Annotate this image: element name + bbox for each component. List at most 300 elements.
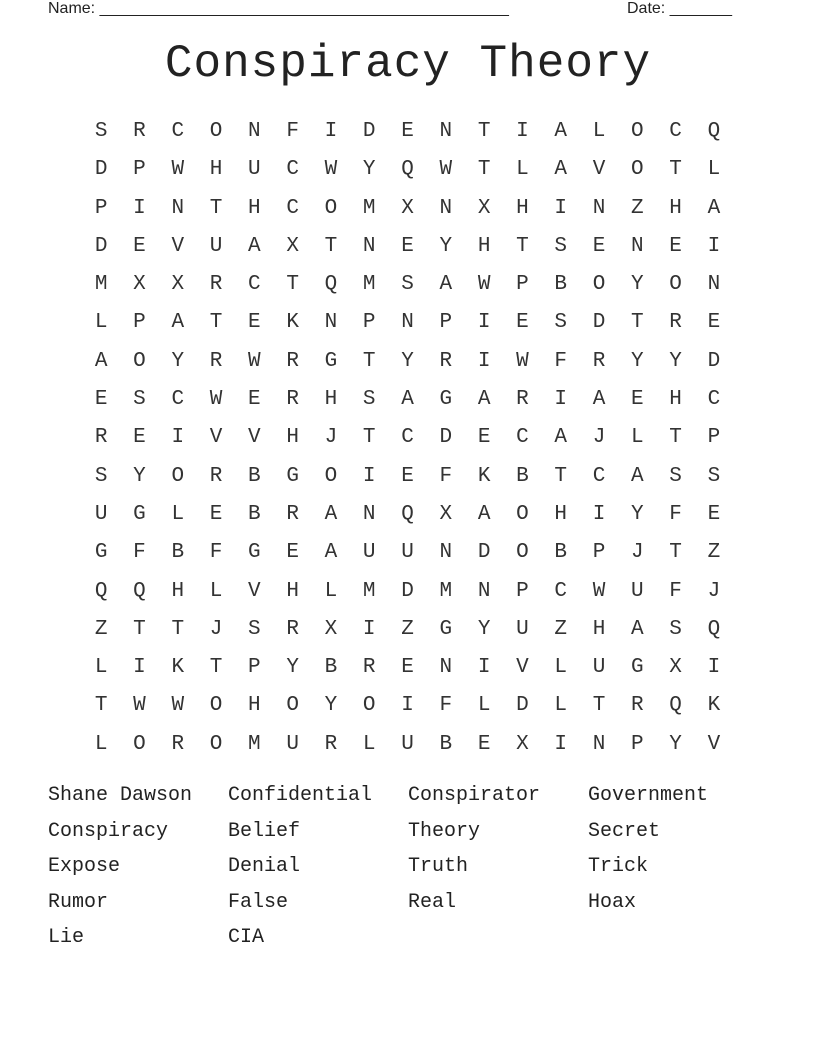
- grid-letter[interactable]: T: [631, 311, 644, 335]
- grid-letter[interactable]: S: [669, 617, 682, 641]
- grid-letter[interactable]: R: [209, 464, 223, 488]
- grid-letter[interactable]: B: [554, 541, 568, 565]
- grid-letter[interactable]: T: [477, 120, 491, 143]
- grid-row: [82, 151, 734, 189]
- grid-letter[interactable]: Y: [631, 502, 644, 526]
- grid-letter[interactable]: L: [592, 120, 606, 143]
- grid-letter[interactable]: A: [477, 502, 491, 526]
- grid-letter[interactable]: D: [516, 694, 529, 718]
- grid-letter[interactable]: R: [592, 349, 606, 373]
- grid-letter[interactable]: W: [516, 349, 529, 373]
- grid-letter[interactable]: Z: [401, 617, 414, 641]
- grid-letter[interactable]: O: [516, 502, 529, 526]
- grid-letter[interactable]: Z: [707, 541, 721, 565]
- grid-letter[interactable]: I: [477, 311, 491, 335]
- grid-letter[interactable]: Y: [362, 158, 376, 182]
- grid-letter[interactable]: M: [362, 579, 376, 603]
- grid-letter[interactable]: A: [324, 541, 338, 565]
- grid-letter[interactable]: X: [401, 196, 414, 220]
- grid-letter[interactable]: E: [286, 541, 299, 565]
- grid-letter[interactable]: N: [439, 196, 453, 220]
- grid-row: [82, 458, 734, 496]
- grid-letter[interactable]: R: [516, 388, 529, 412]
- grid-letter[interactable]: E: [631, 388, 644, 412]
- grid-letter[interactable]: I: [324, 120, 338, 143]
- grid-letter[interactable]: G: [133, 502, 146, 526]
- grid-letter[interactable]: M: [94, 273, 108, 297]
- grid-letter[interactable]: A: [324, 502, 338, 526]
- grid-letter[interactable]: U: [401, 541, 414, 565]
- grid-letter[interactable]: U: [248, 158, 261, 182]
- grid-letter[interactable]: L: [94, 656, 108, 680]
- grid-letter[interactable]: R: [439, 349, 453, 373]
- grid-letter[interactable]: B: [248, 502, 261, 526]
- grid-letter[interactable]: Q: [401, 158, 414, 182]
- grid-letter[interactable]: E: [477, 426, 491, 450]
- grid-letter[interactable]: Z: [554, 617, 568, 641]
- grid-letter[interactable]: S: [133, 388, 146, 412]
- grid-letter[interactable]: H: [286, 579, 299, 603]
- grid-letter[interactable]: N: [171, 196, 185, 220]
- grid-letter[interactable]: E: [401, 656, 414, 680]
- grid-letter[interactable]: W: [439, 158, 453, 182]
- grid-letter[interactable]: D: [94, 234, 108, 258]
- grid-letter[interactable]: Q: [401, 502, 414, 526]
- grid-letter[interactable]: A: [171, 311, 185, 335]
- grid-letter[interactable]: D: [362, 120, 376, 143]
- grid-letter[interactable]: C: [171, 120, 185, 143]
- grid-letter[interactable]: N: [439, 656, 453, 680]
- grid-letter[interactable]: C: [401, 426, 414, 450]
- grid-letter[interactable]: H: [669, 196, 682, 220]
- grid-letter[interactable]: O: [171, 464, 185, 488]
- grid-letter[interactable]: M: [439, 579, 453, 603]
- grid-letter[interactable]: S: [362, 388, 376, 412]
- grid-letter[interactable]: U: [94, 502, 108, 526]
- grid-letter[interactable]: O: [324, 196, 338, 220]
- grid-letter[interactable]: S: [248, 617, 261, 641]
- grid-letter[interactable]: M: [248, 732, 261, 756]
- grid-letter[interactable]: T: [669, 158, 682, 182]
- grid-letter[interactable]: Z: [94, 617, 108, 641]
- grid-letter[interactable]: R: [362, 656, 376, 680]
- grid-letter[interactable]: T: [324, 234, 338, 258]
- grid-letter[interactable]: R: [324, 732, 338, 756]
- grid-letter[interactable]: R: [669, 311, 682, 335]
- grid-letter[interactable]: R: [133, 120, 146, 143]
- grid-letter[interactable]: F: [669, 502, 682, 526]
- grid-letter[interactable]: T: [209, 656, 223, 680]
- grid-letter[interactable]: L: [94, 732, 108, 756]
- grid-letter[interactable]: P: [592, 541, 606, 565]
- grid-letter[interactable]: P: [439, 311, 453, 335]
- word-bank-item: Truth: [408, 855, 469, 878]
- grid-letter[interactable]: F: [133, 541, 146, 565]
- grid-letter[interactable]: X: [286, 234, 299, 258]
- grid-letter[interactable]: S: [554, 311, 568, 335]
- grid-letter[interactable]: D: [439, 426, 453, 450]
- grid-letter[interactable]: H: [171, 579, 185, 603]
- grid-letter[interactable]: A: [631, 464, 644, 488]
- grid-letter[interactable]: Q: [707, 120, 721, 143]
- grid-letter[interactable]: U: [286, 732, 299, 756]
- grid-letter[interactable]: A: [707, 196, 721, 220]
- grid-letter[interactable]: I: [554, 732, 568, 756]
- grid-letter[interactable]: X: [133, 273, 146, 297]
- grid-letter[interactable]: B: [439, 732, 453, 756]
- grid-letter[interactable]: C: [286, 158, 299, 182]
- grid-letter[interactable]: B: [171, 541, 185, 565]
- grid-letter[interactable]: V: [209, 426, 223, 450]
- grid-letter[interactable]: L: [707, 158, 721, 182]
- grid-letter[interactable]: B: [554, 273, 568, 297]
- grid-letter[interactable]: Y: [401, 349, 414, 373]
- grid-letter[interactable]: D: [477, 541, 491, 565]
- grid-letter[interactable]: X: [171, 273, 185, 297]
- grid-letter[interactable]: P: [362, 311, 376, 335]
- grid-letter[interactable]: C: [554, 579, 568, 603]
- grid-letter[interactable]: O: [324, 464, 338, 488]
- grid-letter[interactable]: R: [286, 502, 299, 526]
- grid-letter[interactable]: R: [286, 617, 299, 641]
- grid-letter[interactable]: E: [707, 311, 721, 335]
- grid-letter[interactable]: N: [401, 311, 414, 335]
- grid-letter[interactable]: U: [209, 234, 223, 258]
- grid-letter[interactable]: P: [248, 656, 261, 680]
- grid-letter[interactable]: T: [516, 234, 529, 258]
- grid-letter[interactable]: F: [439, 464, 453, 488]
- grid-letter[interactable]: O: [209, 732, 223, 756]
- grid-letter[interactable]: L: [94, 311, 108, 335]
- word-bank: [48, 782, 768, 960]
- grid-letter[interactable]: P: [516, 273, 529, 297]
- grid-letter[interactable]: T: [669, 426, 682, 450]
- grid-letter[interactable]: W: [324, 158, 338, 182]
- grid-letter[interactable]: I: [133, 656, 146, 680]
- grid-letter[interactable]: I: [401, 694, 414, 718]
- grid-letter[interactable]: I: [554, 196, 568, 220]
- word-bank-item: Hoax: [588, 890, 637, 914]
- grid-letter[interactable]: T: [171, 617, 185, 641]
- grid-letter[interactable]: O: [362, 694, 376, 718]
- grid-letter[interactable]: F: [286, 120, 299, 143]
- grid-letter[interactable]: E: [516, 311, 529, 335]
- word-bank-item: Government: [588, 784, 709, 807]
- grid-letter[interactable]: X: [324, 617, 338, 641]
- grid-letter[interactable]: Y: [439, 234, 453, 258]
- word-bank-item: CIA: [228, 926, 265, 949]
- grid-letter[interactable]: E: [477, 732, 491, 756]
- grid-letter[interactable]: B: [516, 464, 529, 488]
- grid-letter[interactable]: S: [669, 464, 682, 488]
- grid-letter[interactable]: I: [362, 617, 376, 641]
- grid-letter[interactable]: I: [707, 234, 721, 258]
- grid-letter[interactable]: S: [554, 234, 568, 258]
- grid-letter[interactable]: C: [248, 273, 261, 297]
- grid-letter[interactable]: S: [94, 120, 108, 143]
- grid-letter[interactable]: H: [286, 426, 299, 450]
- grid-letter[interactable]: A: [439, 273, 453, 297]
- grid-letter[interactable]: E: [401, 120, 414, 143]
- grid-letter[interactable]: D: [592, 311, 606, 335]
- grid-letter[interactable]: B: [324, 656, 338, 680]
- grid-letter[interactable]: T: [362, 426, 376, 450]
- grid-letter[interactable]: R: [209, 349, 223, 373]
- grid-letter[interactable]: N: [707, 273, 721, 297]
- grid-letter[interactable]: Y: [324, 694, 338, 718]
- grid-letter[interactable]: J: [707, 579, 721, 603]
- grid-letter[interactable]: N: [631, 234, 644, 258]
- grid-letter[interactable]: S: [401, 273, 414, 297]
- grid-letter[interactable]: V: [707, 732, 721, 756]
- grid-letter[interactable]: T: [209, 311, 223, 335]
- grid-letter[interactable]: V: [248, 426, 261, 450]
- grid-letter[interactable]: O: [631, 120, 644, 143]
- grid-letter[interactable]: H: [516, 196, 529, 220]
- grid-letter[interactable]: C: [669, 120, 682, 143]
- grid-letter[interactable]: G: [439, 617, 453, 641]
- grid-letter[interactable]: C: [516, 426, 529, 450]
- grid-letter[interactable]: Y: [286, 656, 299, 680]
- grid-letter[interactable]: U: [592, 656, 606, 680]
- grid-letter[interactable]: P: [133, 158, 146, 182]
- grid-letter[interactable]: I: [133, 196, 146, 220]
- grid-letter[interactable]: H: [592, 617, 606, 641]
- grid-letter[interactable]: K: [286, 311, 299, 335]
- grid-letter[interactable]: C: [592, 464, 606, 488]
- grid-letter[interactable]: E: [669, 234, 682, 258]
- grid-letter[interactable]: X: [477, 196, 491, 220]
- grid-letter[interactable]: N: [439, 541, 453, 565]
- grid-letter[interactable]: R: [209, 273, 223, 297]
- grid-letter[interactable]: X: [669, 656, 682, 680]
- grid-letter[interactable]: U: [362, 541, 376, 565]
- grid-letter[interactable]: L: [324, 579, 338, 603]
- grid-letter[interactable]: W: [171, 158, 185, 182]
- grid-letter[interactable]: O: [209, 120, 223, 143]
- grid-letter[interactable]: O: [286, 694, 299, 718]
- grid-letter[interactable]: P: [94, 196, 108, 220]
- grid-letter[interactable]: G: [631, 656, 644, 680]
- grid-letter[interactable]: I: [554, 388, 568, 412]
- grid-letter[interactable]: W: [209, 388, 223, 412]
- grid-letter[interactable]: A: [248, 234, 261, 258]
- grid-letter[interactable]: C: [707, 388, 721, 412]
- grid-letter[interactable]: N: [592, 196, 606, 220]
- grid-letter[interactable]: H: [554, 502, 568, 526]
- grid-letter[interactable]: H: [324, 388, 338, 412]
- grid-letter[interactable]: E: [209, 502, 223, 526]
- grid-letter[interactable]: P: [631, 732, 644, 756]
- grid-letter[interactable]: J: [592, 426, 606, 450]
- grid-letter[interactable]: G: [324, 349, 338, 373]
- grid-letter[interactable]: Y: [477, 617, 491, 641]
- grid-letter[interactable]: H: [248, 694, 261, 718]
- grid-letter[interactable]: M: [362, 196, 376, 220]
- grid-letter[interactable]: F: [554, 349, 568, 373]
- grid-letter[interactable]: A: [554, 120, 568, 143]
- grid-letter[interactable]: W: [477, 273, 491, 297]
- grid-letter[interactable]: Y: [669, 732, 682, 756]
- grid-letter[interactable]: A: [94, 349, 108, 373]
- grid-letter[interactable]: O: [133, 349, 146, 373]
- grid-letter[interactable]: J: [631, 541, 644, 565]
- grid-letter[interactable]: I: [707, 656, 721, 680]
- grid-letter[interactable]: W: [248, 349, 261, 373]
- grid-letter[interactable]: N: [362, 234, 376, 258]
- grid-letter[interactable]: V: [592, 158, 606, 182]
- grid-letter[interactable]: I: [477, 656, 491, 680]
- grid-letter[interactable]: E: [133, 426, 146, 450]
- grid-letter[interactable]: O: [516, 541, 529, 565]
- grid-letter[interactable]: E: [401, 464, 414, 488]
- grid-letter[interactable]: E: [248, 311, 261, 335]
- grid-letter[interactable]: L: [362, 732, 376, 756]
- grid-letter[interactable]: O: [209, 694, 223, 718]
- grid-letter[interactable]: I: [592, 502, 606, 526]
- grid-letter[interactable]: S: [707, 464, 721, 488]
- grid-letter[interactable]: A: [592, 388, 606, 412]
- grid-letter[interactable]: C: [286, 196, 299, 220]
- grid-letter[interactable]: T: [592, 694, 606, 718]
- grid-letter[interactable]: W: [592, 579, 606, 603]
- grid-letter[interactable]: K: [171, 656, 185, 680]
- grid-letter[interactable]: I: [516, 120, 529, 143]
- grid-letter[interactable]: G: [94, 541, 108, 565]
- grid-letter[interactable]: A: [631, 617, 644, 641]
- grid-letter[interactable]: E: [94, 388, 108, 412]
- grid-letter[interactable]: T: [554, 464, 568, 488]
- grid-letter[interactable]: Y: [669, 349, 682, 373]
- grid-letter[interactable]: D: [707, 349, 721, 373]
- grid-letter[interactable]: T: [94, 694, 108, 718]
- grid-letter[interactable]: D: [94, 158, 108, 182]
- grid-letter[interactable]: E: [401, 234, 414, 258]
- grid-letter[interactable]: Z: [631, 196, 644, 220]
- grid-letter[interactable]: T: [477, 158, 491, 182]
- grid-letter[interactable]: S: [94, 464, 108, 488]
- grid-letter[interactable]: A: [554, 426, 568, 450]
- grid-letter[interactable]: G: [248, 541, 261, 565]
- grid-letter[interactable]: B: [248, 464, 261, 488]
- date-field-label[interactable]: Date: _______: [627, 0, 732, 17]
- grid-letter[interactable]: F: [209, 541, 223, 565]
- grid-letter[interactable]: Q: [133, 579, 146, 603]
- grid-letter[interactable]: Y: [631, 273, 644, 297]
- grid-letter[interactable]: R: [286, 349, 299, 373]
- grid-letter[interactable]: R: [286, 388, 299, 412]
- grid-letter[interactable]: W: [133, 694, 146, 718]
- grid-letter[interactable]: E: [133, 234, 146, 258]
- grid-letter[interactable]: L: [631, 426, 644, 450]
- grid-letter[interactable]: L: [554, 656, 568, 680]
- grid-letter[interactable]: F: [439, 694, 453, 718]
- grid-letter[interactable]: L: [209, 579, 223, 603]
- grid-letter[interactable]: V: [248, 579, 261, 603]
- grid-letter[interactable]: L: [516, 158, 529, 182]
- grid-letter[interactable]: N: [362, 502, 376, 526]
- grid-letter[interactable]: N: [324, 311, 338, 335]
- grid-letter[interactable]: K: [707, 694, 721, 718]
- grid-letter[interactable]: V: [516, 656, 529, 680]
- grid-letter[interactable]: K: [477, 464, 491, 488]
- word-bank-item: Trick: [588, 855, 649, 878]
- grid-letter[interactable]: U: [401, 732, 414, 756]
- grid-letter[interactable]: Q: [324, 273, 338, 297]
- grid-letter[interactable]: E: [707, 502, 721, 526]
- grid-letter[interactable]: T: [286, 273, 299, 297]
- grid-letter[interactable]: P: [707, 426, 721, 450]
- grid-letter[interactable]: Q: [669, 694, 682, 718]
- grid-letter[interactable]: A: [554, 158, 568, 182]
- grid-letter[interactable]: N: [477, 579, 491, 603]
- grid-letter[interactable]: X: [516, 732, 529, 756]
- grid-letter[interactable]: P: [516, 579, 529, 603]
- grid-letter[interactable]: Q: [707, 617, 721, 641]
- grid-letter[interactable]: H: [477, 234, 491, 258]
- grid-letter[interactable]: Y: [133, 464, 146, 488]
- grid-letter[interactable]: O: [669, 273, 682, 297]
- grid-letter[interactable]: G: [286, 464, 299, 488]
- grid-letter[interactable]: T: [362, 349, 376, 373]
- grid-letter[interactable]: X: [439, 502, 453, 526]
- grid-letter[interactable]: Y: [631, 349, 644, 373]
- grid-letter[interactable]: R: [94, 426, 108, 450]
- grid-letter[interactable]: U: [631, 579, 644, 603]
- grid-letter[interactable]: O: [631, 158, 644, 182]
- grid-letter[interactable]: E: [248, 388, 261, 412]
- grid-letter[interactable]: T: [669, 541, 682, 565]
- grid-letter[interactable]: R: [171, 732, 185, 756]
- grid-letter[interactable]: D: [401, 579, 414, 603]
- grid-letter[interactable]: R: [631, 694, 644, 718]
- grid-letter[interactable]: J: [209, 617, 223, 641]
- grid-letter[interactable]: J: [324, 426, 338, 450]
- grid-letter[interactable]: T: [209, 196, 223, 220]
- grid-letter[interactable]: Y: [171, 349, 185, 373]
- grid-letter[interactable]: L: [477, 694, 491, 718]
- grid-row: [82, 190, 734, 228]
- grid-letter[interactable]: L: [554, 694, 568, 718]
- grid-letter[interactable]: A: [401, 388, 414, 412]
- grid-letter[interactable]: I: [362, 464, 376, 488]
- grid-letter[interactable]: W: [171, 694, 185, 718]
- grid-letter[interactable]: V: [171, 234, 185, 258]
- grid-letter[interactable]: M: [362, 273, 376, 297]
- grid-letter[interactable]: N: [248, 120, 261, 143]
- grid-letter[interactable]: G: [439, 388, 453, 412]
- grid-letter[interactable]: C: [171, 388, 185, 412]
- grid-letter[interactable]: H: [209, 158, 223, 182]
- grid-letter[interactable]: O: [592, 273, 606, 297]
- grid-letter[interactable]: F: [669, 579, 682, 603]
- grid-letter[interactable]: T: [133, 617, 146, 641]
- grid-letter[interactable]: O: [133, 732, 146, 756]
- grid-letter[interactable]: P: [133, 311, 146, 335]
- name-field-label[interactable]: Name: ______________________________________________: [48, 0, 509, 17]
- grid-letter[interactable]: A: [477, 388, 491, 412]
- grid-letter[interactable]: Q: [94, 579, 108, 603]
- grid-letter[interactable]: E: [592, 234, 606, 258]
- grid-letter[interactable]: H: [669, 388, 682, 412]
- grid-letter[interactable]: N: [592, 732, 606, 756]
- grid-letter[interactable]: L: [171, 502, 185, 526]
- grid-letter[interactable]: H: [248, 196, 261, 220]
- grid-letter[interactable]: U: [516, 617, 529, 641]
- grid-letter[interactable]: I: [477, 349, 491, 373]
- grid-letter[interactable]: N: [439, 120, 453, 143]
- grid-letter[interactable]: I: [171, 426, 185, 450]
